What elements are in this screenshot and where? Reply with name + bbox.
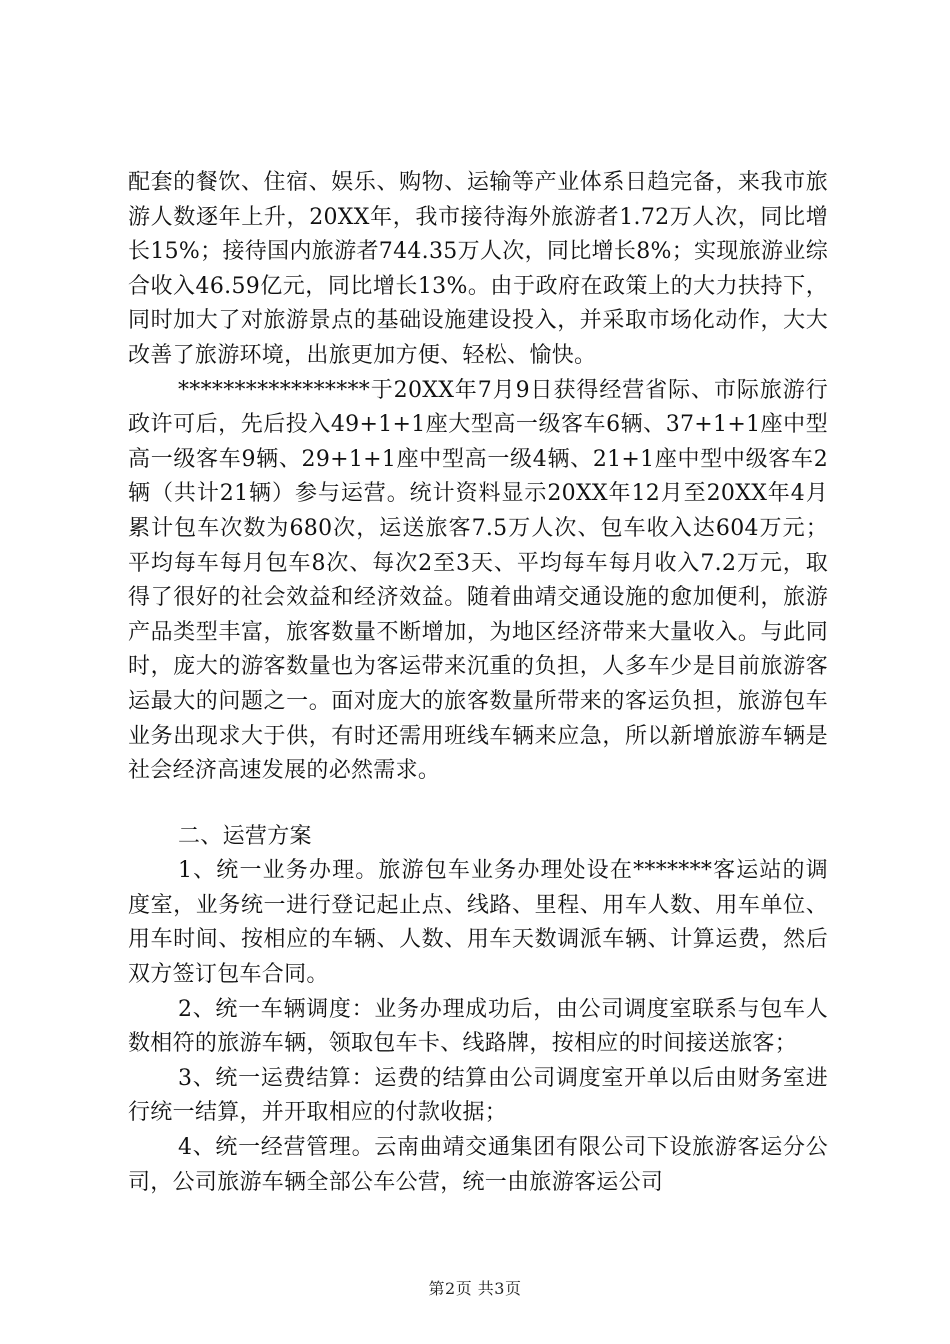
paragraph-operations-history: *****************于20XX年7月9日获得经营省际、市际旅游行政许可后，先后投入49+1+1座大型高一级客车6辆、37+1+1座中型高一级客车9辆、29+1+1座中型高一级4辆、21+1座中型中级客车2辆（共计21辆）参与运营。统计资料显示20XX年12月至20XX年4月累计包车次数为680次，运送旅客7.5万人次、包车收入达604万元；平均每车每月包车8次、每次2至3天、平均每车每月收入7.2万元，取得了很好的社会效益和经济效益。随着曲靖交通设施的愈加便利，旅游产品类型丰富，旅客数量不断增加，为地区经济带来大量收入。与此同时，庞大的游客数量也为客运带来沉重的负担，人多车少是目前旅游客运最大的问题之一。面对庞大的旅客数量所带来的客运负担，旅游包车业务出现求大于供，有时还需用班线车辆来应急，所以新增旅游车辆是社会经济高速发展的必然需求。 <box>128 377 828 784</box>
paragraph-tourism-stats: 配套的餐饮、住宿、娱乐、购物、运输等产业体系日趋完备，来我市旅游人数逐年上升，20XX年，我市接待海外旅游者1.72万人次，同比增长15%；接待国内旅游者744.35万人次，同比增长8%；实现旅游业综合收入46.59亿元，同比增长13%。由于政府在政策上的大力扶持下，同时加大了对旅游景点的基础设施建设投入，并采取市场化动作，大大改善了旅游环境，出旅更加方便、轻松、愉快。 <box>128 170 828 368</box>
list-item-business-handling: 1、统一业务办理。旅游包车业务办理处设在*******客运站的调度室，业务统一进行登记起止点、线路、里程、用车人数、用车单位、用车时间、按相应的车辆、人数、用车天数调派车辆、计算运费，然后双方签订包车合同。 <box>128 858 828 988</box>
document-body <box>128 166 828 1200</box>
list-item-vehicle-dispatch: 2、统一车辆调度：业务办理成功后，由公司调度室联系与包车人数相符的旅游车辆，领取包车卡、线路牌，按相应的时间接送旅客； <box>128 996 828 1057</box>
page-number-footer: 第2页 共3页 <box>428 1279 522 1298</box>
section-heading: 二、运营方案 <box>178 823 312 849</box>
section-spacer <box>128 789 828 820</box>
list-item-operation-management: 4、统一经营管理。云南曲靖交通集团有限公司下设旅游客运分公司，公司旅游车辆全部公车公营，统一由旅游客运公司 <box>128 1135 828 1195</box>
list-item-fare-settlement: 3、统一运费结算：运费的结算由公司调度室开单以后由财务室进行统一结算，并开取相应的付款收据； <box>128 1065 828 1126</box>
